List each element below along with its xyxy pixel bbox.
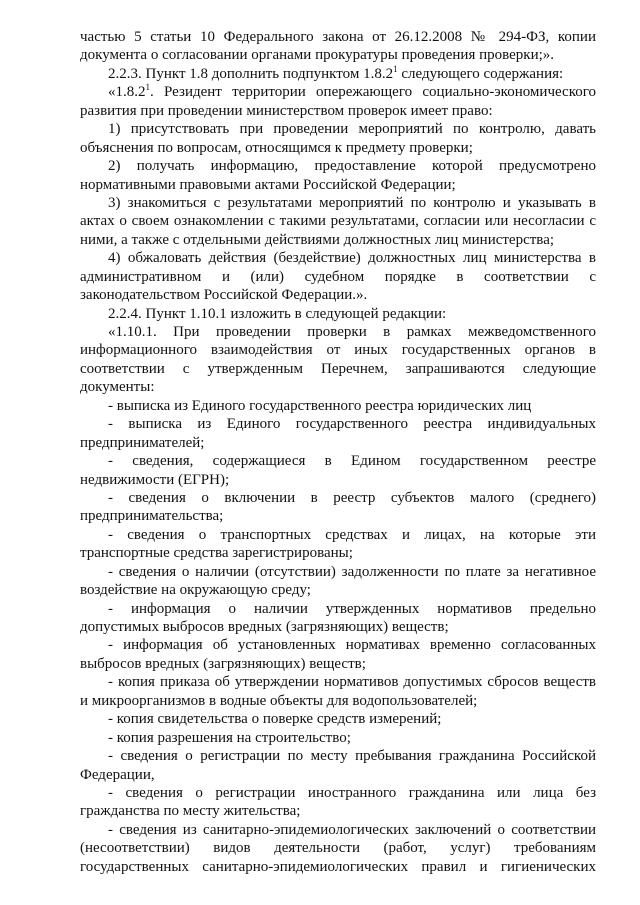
line-text: актах о своем ознакомлении с такими результатами, согласии или несогласии с bbox=[80, 213, 596, 230]
text-line bbox=[80, 471, 596, 489]
line-text: недвижимости (ЕГРН); bbox=[80, 471, 230, 488]
text-line bbox=[80, 489, 596, 507]
line-text: «1.8.2 bbox=[108, 84, 146, 101]
text-line bbox=[80, 766, 596, 784]
text-line bbox=[80, 139, 596, 157]
line-text: (несоответствии) видов деятельности (работ, услуг) требованиям bbox=[80, 840, 596, 857]
text-line bbox=[80, 618, 596, 636]
text-line bbox=[80, 397, 596, 415]
line-text: - сведения о регистрации иностранного гражданина или лица без bbox=[108, 784, 596, 801]
line-text: гражданства по месту жительства; bbox=[80, 803, 301, 820]
line-text: развития при проведении министерством проверок имеет право: bbox=[80, 102, 493, 119]
line-text: законодательством Российской Федерации.». bbox=[80, 287, 368, 304]
line-text: 2.2.4. Пункт 1.10.1 изложить в следующей редакции: bbox=[108, 305, 447, 322]
text-line bbox=[80, 249, 596, 267]
text-line bbox=[80, 563, 596, 581]
text-line bbox=[80, 600, 596, 618]
line-text: объяснения по вопросам, относящимся к предмету проверки; bbox=[80, 139, 473, 156]
text-line bbox=[80, 212, 596, 230]
line-text: нормативными правовыми актами Российской Федерации; bbox=[80, 176, 456, 193]
text-line bbox=[80, 821, 596, 839]
text-line bbox=[80, 710, 596, 728]
document-body bbox=[80, 28, 596, 876]
text-line bbox=[80, 231, 596, 249]
text-line bbox=[80, 692, 596, 710]
line-text: административном и (или) судебном порядке в соответствии с bbox=[80, 268, 596, 285]
line-text: 2) получать информацию, предоставление которой предусмотрено bbox=[108, 158, 596, 175]
text-line bbox=[80, 784, 596, 802]
text-line bbox=[80, 452, 596, 470]
text-line bbox=[80, 28, 596, 46]
text-line bbox=[80, 415, 596, 433]
line-text: документа о согласовании органами прокуратуры проведения проверки;». bbox=[80, 47, 555, 64]
text-line bbox=[80, 747, 596, 765]
text-line bbox=[80, 507, 596, 525]
text-line bbox=[80, 673, 596, 691]
text-line bbox=[80, 305, 596, 323]
superscript: 1 bbox=[393, 63, 398, 74]
text-line bbox=[80, 46, 596, 64]
line-text: государственных санитарно-эпидемиологических правил и гигиенических bbox=[80, 858, 596, 875]
text-line bbox=[80, 839, 596, 857]
text-line bbox=[80, 102, 596, 120]
line-text: предпринимательства; bbox=[80, 508, 224, 525]
text-line bbox=[80, 544, 596, 562]
line-text: - выписка из Единого государственного реестра юридических лиц bbox=[108, 397, 532, 414]
line-text: - информация об установленных нормативах временно согласованных bbox=[108, 637, 596, 654]
text-line bbox=[80, 858, 596, 876]
line-text: - сведения о включении в реестр субъектов малого (среднего) bbox=[108, 489, 596, 506]
line-text: 2.2.3. Пункт 1.8 дополнить подпунктом 1.8.2 bbox=[108, 65, 394, 82]
line-text: - копия приказа об утверждении нормативов допустимых сбросов веществ bbox=[108, 674, 596, 691]
line-text: - сведения из санитарно-эпидемиологических заключений о соответствии bbox=[108, 821, 596, 838]
line-text: - выписка из Единого государственного реестра индивидуальных bbox=[108, 416, 596, 433]
text-line bbox=[80, 729, 596, 747]
line-text: ними, а также с отдельными действиями должностных лиц министерства; bbox=[80, 231, 555, 248]
text-line bbox=[80, 802, 596, 820]
text-line bbox=[80, 83, 596, 101]
text-line bbox=[80, 65, 596, 83]
text-line bbox=[80, 268, 596, 286]
line-text: - сведения о транспортных средствах и лицах, на которые эти bbox=[108, 526, 596, 543]
text-line bbox=[80, 323, 596, 341]
text-line bbox=[80, 434, 596, 452]
text-line bbox=[80, 194, 596, 212]
line-text: документы: bbox=[80, 379, 155, 396]
line-text: «1.10.1. При проведении проверки в рамках межведомственного bbox=[108, 324, 596, 340]
line-text: 4) обжаловать действия (бездействие) должностных лиц министерства в bbox=[108, 250, 596, 267]
line-text: и микроорганизмов в водные объекты для водопользователей; bbox=[80, 692, 478, 709]
line-text: транспортные средства зарегистрированы; bbox=[80, 545, 353, 562]
line-text: - сведения о наличии (отсутствии) задолженности по плате за негативное bbox=[108, 563, 596, 580]
line-text: - информация о наличии утвержденных нормативов предельно bbox=[108, 600, 596, 617]
text-line bbox=[80, 581, 596, 599]
line-text: частью 5 статьи 10 Федерального закона от 26.12.2008 № 294-ФЗ, копии bbox=[80, 29, 596, 45]
line-text: - сведения о регистрации по месту пребывания гражданина Российской bbox=[108, 748, 596, 765]
line-text: выбросов вредных (загрязняющих) веществ; bbox=[80, 655, 366, 672]
line-text: соответствии с утвержденным Перечнем, запрашиваются следующие bbox=[80, 360, 596, 377]
text-line bbox=[80, 120, 596, 138]
line-text: - копия разрешения на строительство; bbox=[108, 729, 351, 746]
text-line bbox=[80, 157, 596, 175]
text-line bbox=[80, 526, 596, 544]
line-text: 3) знакомиться с результатами мероприятий по контролю и указывать в bbox=[108, 194, 596, 211]
line-text: - копия свидетельства о поверке средств измерений; bbox=[108, 711, 442, 728]
line-text: 1) присутствовать при проведении мероприятий по контролю, давать bbox=[108, 121, 596, 138]
text-line bbox=[80, 378, 596, 396]
text-line bbox=[80, 360, 596, 378]
line-text: Федерации, bbox=[80, 766, 155, 783]
line-text: - сведения, содержащиеся в Едином государственном реестре bbox=[108, 453, 596, 470]
line-text: информационного взаимодействия от иных государственных органов в bbox=[80, 342, 596, 359]
line-text: воздействие на окружающую среду; bbox=[80, 582, 311, 599]
superscript: 1 bbox=[145, 82, 150, 93]
text-line bbox=[80, 176, 596, 194]
text-line bbox=[80, 655, 596, 673]
text-line bbox=[80, 636, 596, 654]
line-text: предпринимателей; bbox=[80, 434, 205, 451]
line-text-tail: . Резидент территории опережающего социально-экономического bbox=[150, 84, 596, 101]
text-line bbox=[80, 286, 596, 304]
line-text: допустимых выбросов вредных (загрязняющих) веществ; bbox=[80, 619, 449, 635]
text-line bbox=[80, 341, 596, 359]
line-text-tail: следующего содержания: bbox=[397, 65, 564, 82]
